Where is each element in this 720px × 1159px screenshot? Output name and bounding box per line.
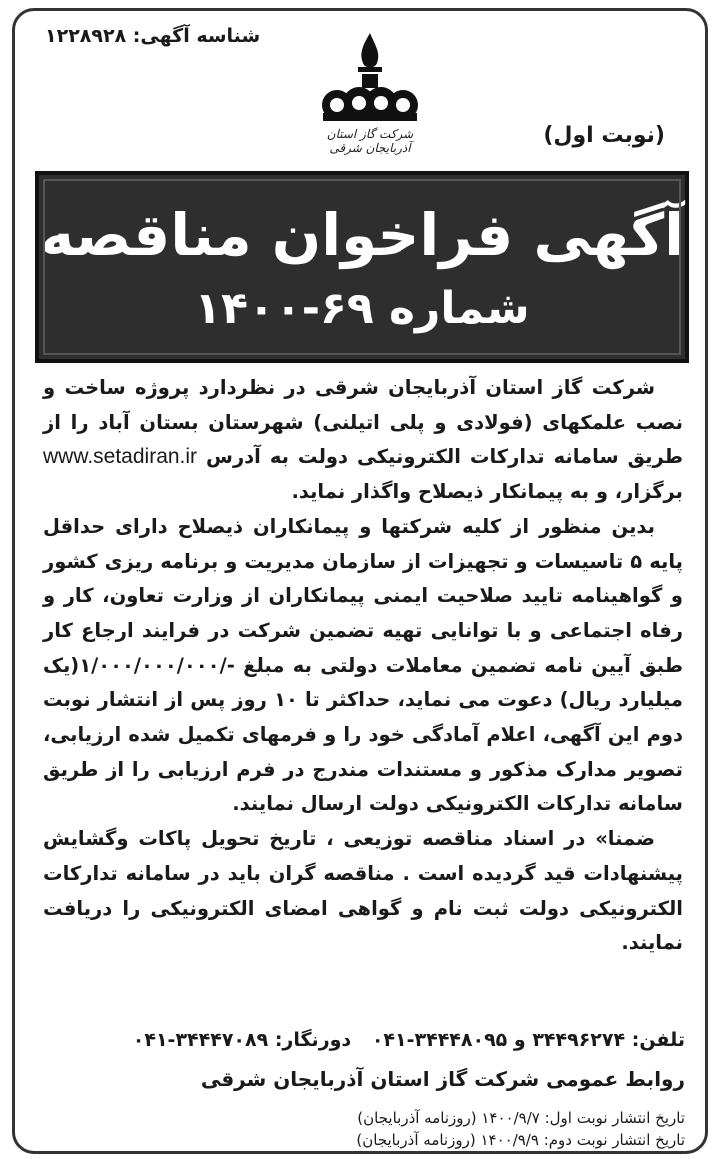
tender-number: شماره ۶۹-۱۴۰۰ — [194, 283, 530, 334]
website-link[interactable]: www.setadiran.ir — [43, 445, 198, 469]
paragraph-requirements: بدین منظور از کلیه شرکتها و پیمانکاران ذیصلاح دارای حداقل پایه ۵ تاسیسات و تجهیزات از سازمان مدیریت و برنامه ریزی کشور و گواهینامه تایید صلاحیت ایمنی پیمانکاران از وزارت تعاون، کار و رفاه اجتماعی و با توانایی تهیه تضمین شرکت در فرایند ارجاع کار طبق آیین نامه تضمین معاملات دولتی به مبلغ -/۱/۰۰۰/۰۰۰/۰۰۰(یک میلیارد ریال) دعوت می نماید، حداکثر تا ۱۰ روز پس از انتشار نوبت دوم این آگهی، اعلام آمادگی خود را و فرمهای تکمیل شده ارزیابی، تصویر مدارک مذکور و مستندات مندرج در فرم ارزیابی را از طریق سامانه تدارکات الکترونیکی دولت ارسال نمایند. — [43, 514, 684, 816]
intro-end-text: برگزار، و به پیمانکار ذیصلاح واگذار نماید. — [291, 480, 683, 504]
second-publication-date: تاریخ انتشار نوبت دوم: ۱۴۰۰/۹/۹ (روزنامه آذربایجان) — [356, 1131, 685, 1149]
publication-round: (نوبت اول) — [543, 123, 665, 148]
notice-frame — [12, 8, 708, 1154]
notice-title: آگهی فراخوان مناقصه — [39, 201, 685, 269]
paragraph-intro — [43, 371, 683, 510]
ad-id: شناسه آگهی: ۱۲۲۸۹۲۸ — [45, 25, 261, 47]
company-logo — [305, 29, 435, 157]
notice-body — [43, 371, 683, 961]
title-banner — [35, 171, 689, 363]
intro-text: شرکت گاز استان آذربایجان شرقی در نظردارد پروژه ساخت و نصب علمکهای (فولادی و پلی اتیلنی) شهرستان بستان آباد را از طریق سامانه تدارکات الکترونیکی دولت به آدرس — [43, 376, 683, 469]
logo-caption: شرکت گاز استان آذربایجان شرقی — [326, 127, 414, 155]
phone-number: تلفن: ۳۴۴۹۶۲۷۴ و ۳۴۴۴۸۰۹۵-۰۴۱ — [371, 1029, 685, 1051]
public-relations-signature: روابط عمومی شرکت گاز استان آذربایجان شرقی — [200, 1067, 685, 1091]
gas-flame-logo-icon — [315, 29, 425, 125]
publication-dates — [45, 1107, 685, 1151]
fax-number: دورنگار: ۳۴۴۴۷۰۸۹-۰۴۱ — [132, 1029, 352, 1051]
paragraph-notes: ضمنا» در اسناد مناقصه توزیعی ، تاریخ تحویل پاکات وگشایش پیشنهادات قید گردیده است . مناقصه گران باید در سامانه تدارکات الکترونیکی دولت ثبت نام و گواهی امضای الکترونیکی را دریافت نمایند. — [43, 827, 683, 955]
contact-info — [45, 1029, 685, 1051]
first-publication-date: تاریخ انتشار نوبت اول: ۱۴۰۰/۹/۷ (روزنامه آذربایجان) — [357, 1109, 685, 1127]
